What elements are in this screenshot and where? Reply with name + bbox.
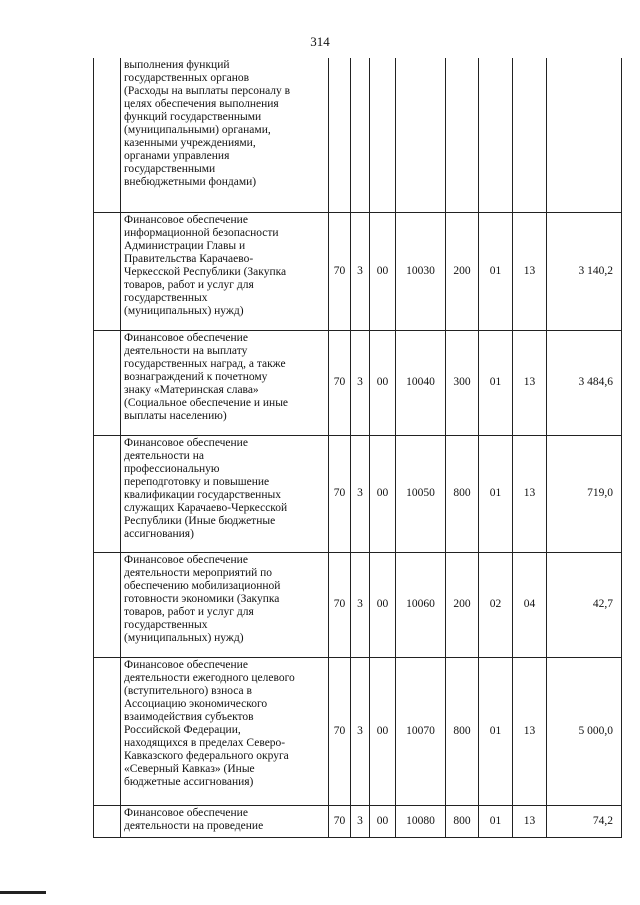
amount-cell: 719,0 (547, 435, 622, 552)
code-cell-c5 (446, 58, 479, 212)
code-cell-c5: 800 (446, 805, 479, 837)
description-line: знаку «Материнская слава» (124, 383, 259, 396)
code-cell-c6: 01 (479, 805, 513, 837)
code-cell-c7: 13 (513, 805, 547, 837)
code-cell-c7: 13 (513, 212, 547, 330)
description-cell (121, 657, 329, 805)
code-cell-c6: 01 (479, 657, 513, 805)
description-line: (муниципальными) органами, (124, 124, 271, 136)
description-line: государственных (124, 291, 208, 304)
description-line: товаров, работ и услуг для (124, 605, 254, 618)
code-cell-c2: 3 (351, 552, 370, 657)
amount-cell: 5 000,0 (547, 657, 622, 805)
description-line: информационной безопасности (124, 226, 279, 239)
code-cell-c5: 200 (446, 212, 479, 330)
code-cell-c3: 00 (370, 330, 396, 435)
description-line: обеспечению мобилизационной (124, 579, 281, 592)
description-line: (муниципальных) нужд) (124, 631, 244, 644)
table-body (94, 58, 622, 837)
description-line: товаров, работ и услуг для (124, 278, 254, 291)
description-line: Ассоциацию экономического (124, 697, 268, 710)
description-line: государственных органов (124, 72, 250, 84)
amount-cell (547, 58, 622, 212)
code-cell-c1: 70 (329, 330, 351, 435)
table-row (94, 58, 622, 212)
code-cell-c7: 13 (513, 657, 547, 805)
description-line: казенными учреждениями, (124, 137, 256, 149)
code-cell-c4 (396, 58, 446, 212)
description-cell (121, 330, 329, 435)
code-cell-c6: 01 (479, 330, 513, 435)
description-line: находящихся в пределах Северо- (124, 736, 286, 749)
scan-mark (0, 891, 46, 894)
description-line: внебюджетными фондами) (124, 176, 257, 188)
code-cell-c2: 3 (351, 212, 370, 330)
description-line: (муниципальных) нужд) (124, 304, 244, 317)
table-row (94, 552, 622, 657)
code-cell-c4: 10070 (396, 657, 446, 805)
code-cell-c6 (479, 58, 513, 212)
code-cell-c1: 70 (329, 212, 351, 330)
description-line: Черкесской Республики (Закупка (124, 265, 287, 278)
code-cell-c4: 10050 (396, 435, 446, 552)
row-index-cell (94, 58, 121, 212)
description-line: государственными (124, 163, 216, 175)
code-cell-c7: 13 (513, 435, 547, 552)
description-line: «Северный Кавказ» (Иные (124, 762, 255, 775)
code-cell-c7 (513, 58, 547, 212)
row-index-cell (94, 657, 121, 805)
code-cell-c4: 10060 (396, 552, 446, 657)
description-line: Финансовое обеспечение (124, 331, 248, 344)
code-cell-c6: 01 (479, 435, 513, 552)
code-cell-c3: 00 (370, 212, 396, 330)
code-cell-c2: 3 (351, 435, 370, 552)
description-line: Российской Федерации, (124, 723, 241, 736)
row-index-cell (94, 805, 121, 837)
description-line: Финансовое обеспечение (124, 553, 248, 566)
amount-cell: 42,7 (547, 552, 622, 657)
budget-table (93, 58, 622, 838)
description-line: Финансовое обеспечение (124, 658, 248, 671)
code-cell-c7: 13 (513, 330, 547, 435)
description-line: органами управления (124, 150, 230, 162)
code-cell-c1: 70 (329, 805, 351, 837)
row-index-cell (94, 212, 121, 330)
description-line: вознаграждений к почетному (124, 370, 268, 383)
description-cell (121, 212, 329, 330)
description-line: Финансовое обеспечение (124, 806, 248, 819)
description-line: Финансовое обеспечение (124, 436, 248, 449)
code-cell-c2: 3 (351, 657, 370, 805)
description-line: Финансовое обеспечение (124, 213, 248, 226)
description-line: государственных (124, 618, 208, 631)
description-line: профессиональную (124, 462, 220, 475)
description-cell (121, 58, 329, 212)
code-cell-c6: 01 (479, 212, 513, 330)
code-cell-c5: 800 (446, 657, 479, 805)
code-cell-c3: 00 (370, 657, 396, 805)
amount-cell: 3 484,6 (547, 330, 622, 435)
code-cell-c2: 3 (351, 330, 370, 435)
table-row (94, 435, 622, 552)
code-cell-c5: 200 (446, 552, 479, 657)
code-cell-c7: 04 (513, 552, 547, 657)
code-cell-c3: 00 (370, 435, 396, 552)
table-row (94, 657, 622, 805)
code-cell-c3 (370, 58, 396, 212)
amount-cell: 3 140,2 (547, 212, 622, 330)
code-cell-c4: 10030 (396, 212, 446, 330)
code-cell-c2 (351, 58, 370, 212)
description-line: функций государственными (124, 111, 262, 123)
description-line: ассигнования) (124, 527, 194, 540)
code-cell-c3: 00 (370, 552, 396, 657)
code-cell-c1: 70 (329, 552, 351, 657)
description-line: Республики (Иные бюджетные (124, 514, 276, 527)
description-line: Кавказского федерального округа (124, 749, 289, 762)
description-line: деятельности на выплату (124, 344, 248, 357)
code-cell-c3: 00 (370, 805, 396, 837)
description-line: взаимодействия субъектов (124, 710, 254, 723)
code-cell-c2: 3 (351, 805, 370, 837)
description-line: (Социальное обеспечение и иные (124, 396, 289, 409)
description-line: государственных наград, а также (124, 357, 286, 370)
table-row (94, 212, 622, 330)
description-cell (121, 552, 329, 657)
code-cell-c4: 10040 (396, 330, 446, 435)
description-line: переподготовку и повышение (124, 475, 270, 488)
description-cell (121, 435, 329, 552)
description-cell (121, 805, 329, 837)
code-cell-c1 (329, 58, 351, 212)
row-index-cell (94, 435, 121, 552)
description-line: Правительства Карачаево- (124, 252, 254, 265)
description-line: квалификации государственных (124, 488, 281, 501)
description-line: деятельности мероприятий по (124, 566, 273, 579)
code-cell-c5: 800 (446, 435, 479, 552)
description-line: выполнения функций (124, 59, 230, 71)
description-line: целях обеспечения выполнения (124, 98, 279, 110)
description-line: служащих Карачаево-Черкесской (124, 501, 288, 514)
code-cell-c1: 70 (329, 435, 351, 552)
code-cell-c1: 70 (329, 657, 351, 805)
row-index-cell (94, 330, 121, 435)
code-cell-c5: 300 (446, 330, 479, 435)
page-number: 314 (310, 34, 330, 49)
table-row (94, 805, 622, 837)
description-line: (Расходы на выплаты персоналу в (124, 85, 291, 97)
table-row (94, 330, 622, 435)
row-index-cell (94, 552, 121, 657)
description-line: деятельности на проведение (124, 819, 264, 832)
description-line: деятельности ежегодного целевого (124, 671, 295, 684)
description-line: деятельности на (124, 449, 204, 462)
description-line: Администрации Главы и (124, 239, 246, 252)
code-cell-c6: 02 (479, 552, 513, 657)
description-line: готовности экономики (Закупка (124, 592, 280, 605)
description-line: (вступительного) взноса в (124, 684, 252, 697)
code-cell-c4: 10080 (396, 805, 446, 837)
description-line: бюджетные ассигнования) (124, 775, 254, 788)
amount-cell: 74,2 (547, 805, 622, 837)
description-line: выплаты населению) (124, 409, 227, 422)
